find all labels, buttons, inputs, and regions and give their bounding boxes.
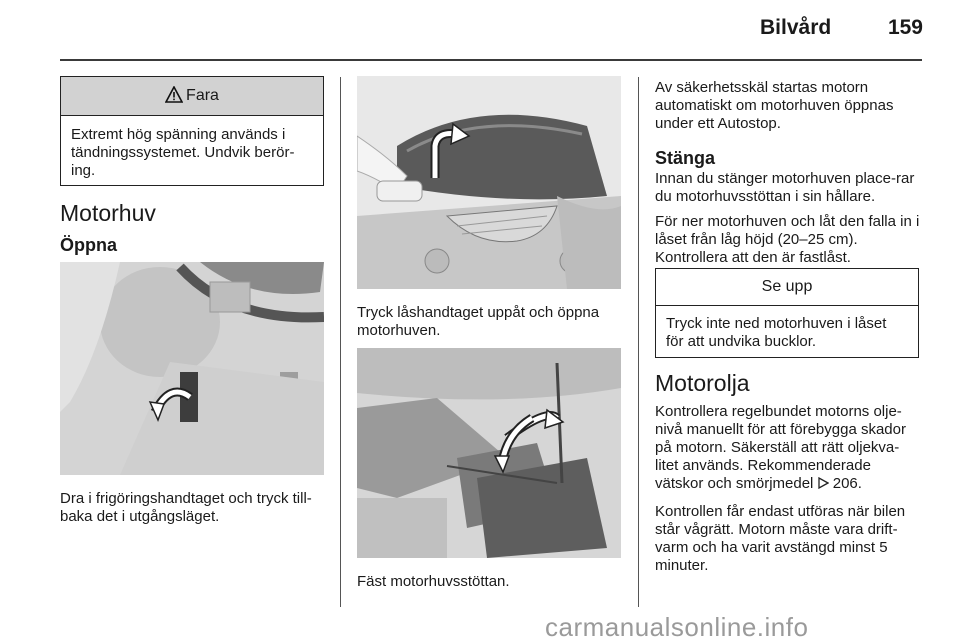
subheading-oppna: Öppna	[60, 235, 117, 255]
page-reference-icon	[818, 476, 829, 494]
header-rule	[60, 59, 922, 61]
caution-title: Se upp	[656, 269, 918, 306]
release-handle-photo	[60, 262, 324, 475]
open-hood-photo	[357, 76, 621, 289]
warning-triangle-icon	[165, 80, 183, 118]
hood-stay-photo	[357, 348, 621, 558]
warning-title: Fara	[186, 87, 219, 104]
warning-box	[60, 76, 324, 186]
oil-paragraph-1-text: Kontrollera regelbundet motorns olje-nivå manuellt för att förebygga skador på motorn. Säkerställ att rätt oljekva-litet används. Rekommenderade vätskor och smörjmedel	[655, 403, 906, 492]
close-paragraph-1: Innan du stänger motorhuven place-rar du motorhuvsstöttan i sin hållare.	[655, 170, 915, 205]
page-reference[interactable]: 206.	[832, 475, 862, 492]
column-divider-1	[340, 77, 341, 607]
close-paragraph-2: För ner motorhuven och låt den falla in i låset från låg höjd (20–25 cm). Kontrollera att den är fastlåst.	[655, 213, 920, 266]
caption-release-handle: Dra i frigöringshandtaget och tryck till-baka det i utgångsläget.	[60, 490, 312, 525]
caution-box	[655, 268, 919, 358]
caution-text: Tryck inte ned motorhuven i låset för att undvika bucklor.	[666, 315, 887, 350]
autostop-paragraph: Av säkerhetsskäl startas motorn automatiskt om motorhuven öppnas under ett Autostop.	[655, 79, 894, 132]
section-title: Bilvård	[760, 16, 832, 39]
subheading-stanga: Stänga	[655, 148, 716, 168]
page-number: 159	[887, 16, 923, 39]
caption-hood-stay: Fäst motorhuvsstöttan.	[357, 573, 510, 590]
caption-open-hood: Tryck låshandtaget uppåt och öppna motorhuven.	[357, 304, 600, 339]
oil-paragraph-1	[655, 403, 921, 494]
warning-header	[61, 77, 323, 116]
oil-paragraph-2: Kontrollen får endast utföras när bilen står vågrätt. Motorn måste vara drift-varm och ha varit avstängd minst 5 minuter.	[655, 503, 906, 574]
heading-motorhuv: Motorhuv	[60, 200, 156, 226]
column-divider-2	[638, 77, 639, 607]
warning-text: Extremt hög spänning används i tändningssystemet. Undvik berör-ing.	[71, 126, 295, 179]
heading-motorolja: Motorolja	[655, 370, 750, 396]
watermark: carmanualsonline.info	[545, 612, 809, 642]
